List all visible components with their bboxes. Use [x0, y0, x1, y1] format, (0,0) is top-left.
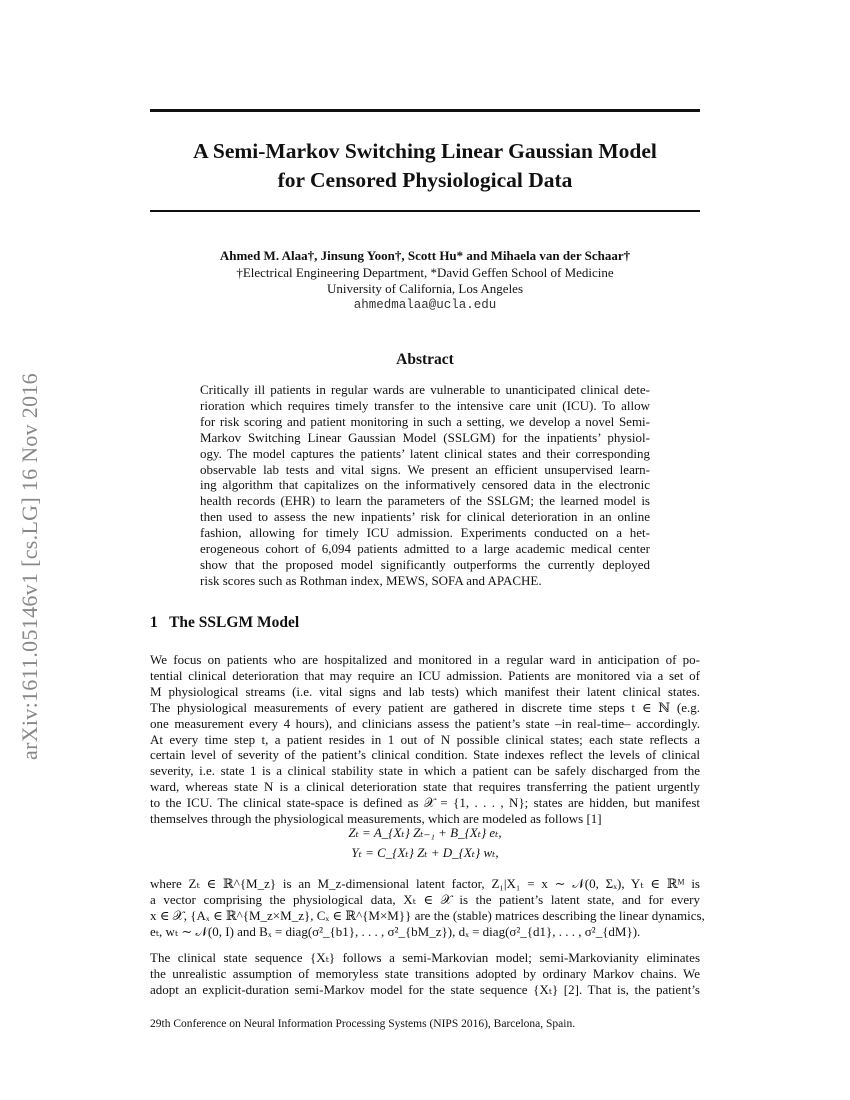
title-line: for Censored Physiological Data — [277, 168, 573, 192]
text-line: certain level of severity of the patient’s clinical condition. State indexes reflect the levels of clinical — [150, 747, 700, 763]
text-line: adopt an explicit-duration semi-Markov model for the state sequence {Xₜ} [2]. That is, the patient’s — [150, 981, 700, 997]
text-line: rioration which requires timely transfer to the intensive care unit (ICU). To allow — [200, 397, 650, 413]
university: University of California, Los Angeles — [326, 281, 524, 296]
text-line: observable lab tests and vital signs. We present an efficient unsupervised learn- — [200, 461, 650, 477]
text-line: for risk scoring and patient monitoring in such a setting, we develop a novel Semi- — [200, 413, 650, 429]
paragraph-2 — [150, 876, 705, 940]
abstract-body — [200, 382, 650, 589]
arxiv-identifier: arXiv:1611.05146v1 [cs.LG] 16 Nov 2016 — [17, 373, 42, 760]
text-line: ing algorithm that capitalizes on the informatively censored data in the electronic — [200, 477, 650, 493]
paper-title — [150, 137, 700, 195]
text-line: erogeneous cohort of 6,094 patients admitted to a large academic medical center — [200, 541, 650, 557]
text-line: The physiological measurements of every patient are gathered in discrete time steps t ∈ ℕ (e.g. — [150, 699, 700, 715]
paragraph-3 — [150, 950, 700, 998]
equation-line: Zₜ = A_{Xₜ} Zₜ₋₁ + B_{Xₜ} eₜ, — [348, 825, 502, 840]
text-line: one measurement every 4 hours), and clinicians assess the patient’s state –in real-time– accordingly. — [150, 715, 700, 731]
authors: Ahmed M. Alaa†, Jinsung Yoon†, Scott Hu* and Mihaela van der Schaar† — [219, 248, 631, 263]
text-line: show that the proposed model significantly outperforms the currently deployed — [200, 556, 650, 572]
text-line: Critically ill patients in regular wards are vulnerable to unanticipated clinical dete- — [200, 382, 650, 397]
text-line: x ∈ 𝒳, {Aₓ ∈ ℝ^{M_z×M_z}, Cₓ ∈ ℝ^{M×M}} are the (stable) matrices describing the linear dynamics, — [150, 907, 705, 923]
equation-line: Yₜ = C_{Xₜ} Zₜ + D_{Xₜ} wₜ, — [351, 845, 499, 860]
text-line: to the ICU. The clinical state-space is defined as 𝒳 = {1, . . . , N}; states are hidden, but manifest — [150, 795, 700, 811]
text-line: ogy. The model captures the patients’ latent clinical states and their corresponding — [200, 445, 650, 461]
text-line: At every time step t, a patient resides in 1 out of N possible clinical states; each state reflects a — [150, 731, 700, 747]
text-line: M physiological streams (i.e. vital signs and lab tests) which manifest their latent clinical states. — [150, 683, 700, 699]
text-line: Markov Switching Linear Gaussian Model (SSLGM) for the inpatients’ physiol- — [200, 429, 650, 445]
text-line: severity, i.e. state 1 is a clinical stability state in which a patient can be safely discharged from the — [150, 763, 700, 779]
text-line: We focus on patients who are hospitalized and monitored in a regular ward in anticipation of po- — [150, 652, 700, 667]
text-line: fashion, allowing for timely ICU admission. Experiments conducted on a het- — [200, 525, 650, 541]
paragraph-1 — [150, 652, 700, 827]
affiliation: †Electrical Engineering Department, *David Geffen School of Medicine — [236, 265, 614, 280]
text-line: health records (EHR) to learn the parameters of the SSLGM; the learned model is — [200, 493, 650, 509]
conference-footer: 29th Conference on Neural Information Processing Systems (NIPS 2016), Barcelona, Spain. — [150, 1018, 576, 1030]
text-line: themselves through the physiological measurements, which are modeled as follows [1] — [150, 811, 602, 827]
text-line: The clinical state sequence {Xₜ} follows a semi-Markovian model; semi-Markovianity eliminates — [150, 950, 700, 965]
text-line: risk scores such as Rothman index, MEWS, SOFA and APACHE. — [200, 572, 542, 588]
title-line: A Semi-Markov Switching Linear Gaussian Model — [193, 139, 657, 163]
section-heading: 1 The SSLGM Model — [150, 614, 300, 631]
text-line: tential clinical deterioration that may require an ICU admission. Patients are monitored via a set of — [150, 667, 700, 683]
abstract-heading: Abstract — [396, 351, 454, 368]
email-link[interactable]: ahmedmalaa@ucla.edu — [353, 298, 497, 312]
text-line: ward, whereas state N is a clinical deterioration state that requires transferring the patient urgently — [150, 779, 700, 795]
text-line: then used to assess the new inpatients’ risk for clinical deterioration in an online — [200, 509, 650, 525]
text-line: the unrealistic assumption of memoryless state transitions adopted by ordinary Markov chains. We — [150, 965, 700, 981]
title-bottom-rule — [150, 210, 700, 212]
text-line: eₜ, wₜ ∼ 𝒩(0, I) and Bₓ = diag(σ²_{b1}, . . . , σ²_{bM_z}), dₓ = diag(σ²_{d1}, . . . , σ²_{dM}). — [150, 923, 641, 939]
text-line: a vector comprising the physiological data, Xₜ ∈ 𝒳 is the patient’s latent state, and for every — [150, 891, 700, 907]
equations — [150, 823, 700, 863]
text-line: where Zₜ ∈ ℝ^{M_z} is an M_z-dimensional latent factor, Z₁|X₁ = x ∼ 𝒩(0, Σₓ), Yₜ ∈ ℝᴹ is — [150, 876, 700, 891]
top-rule — [150, 109, 700, 112]
